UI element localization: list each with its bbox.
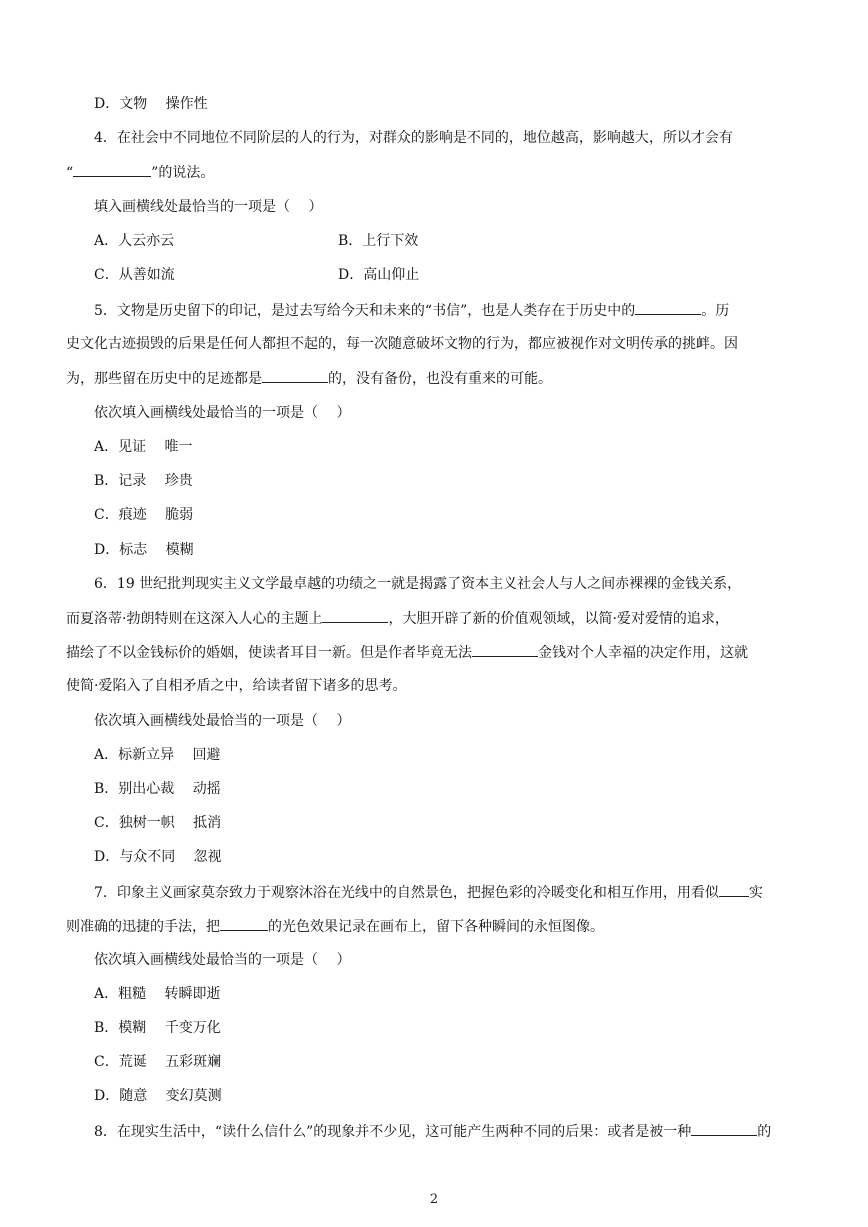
q6-text-2b: ，大胆开辟了新的价值观领域，以简·爱对爱情的追求， — [388, 611, 729, 627]
q5-option-b: B．记录 珍贵 — [94, 473, 193, 489]
q6-text-2a: 而夏洛蒂·勃朗特则在这深入人心的主题上 — [66, 611, 323, 627]
q3-option-d: D．文物 操作性 — [94, 96, 208, 112]
blank — [691, 1121, 757, 1136]
q4-prompt: 填入画横线处最恰当的一项是（ ） — [94, 199, 323, 215]
q5-option-c: C．痕迹 脆弱 — [94, 507, 194, 523]
q6-text-3a: 描绘了不以金钱标价的婚姻，使读者耳目一新。但是作者毕竟无法 — [66, 645, 472, 661]
q7-option-b: B．模糊 千变万化 — [94, 1020, 221, 1036]
q4-option-b: B．上行下效 — [338, 233, 419, 249]
q8-text-1a: 8．在现实生活中，“读什么信什么”的现象并不少见，这可能产生两种不同的后果：或者是被一种 — [94, 1124, 692, 1140]
q4-text-line1: 4．在社会中不同地位不同阶层的人的行为，对群众的影响是不同的，地位越高，影响越大，所以才会有 — [94, 130, 733, 146]
q5-text-line1 — [94, 300, 729, 321]
q5-text-1: 5．文物是历史留下的印记，是过去写给今天和未来的“书信”，也是人类存在于历史中的 — [94, 303, 636, 319]
q5-text-3a: 为，那些留在历史中的足迹都是 — [66, 371, 262, 387]
q7-prompt: 依次填入画横线处最恰当的一项是（ ） — [94, 952, 351, 968]
q5-option-a: A．见证 唯一 — [94, 439, 193, 455]
q5-option-d: D．标志 模糊 — [94, 542, 194, 558]
q8-text-line1 — [94, 1121, 771, 1142]
q7-text-1b: 实 — [748, 885, 763, 901]
q6-text-line4: 使简·爱陷入了自相矛盾之中，给读者留下诸多的思考。 — [66, 678, 407, 694]
q4-option-d: D．高山仰止 — [338, 267, 420, 283]
q4-quote-open: “ — [66, 165, 74, 181]
q4-option-c: C．从善如流 — [94, 267, 175, 283]
q7-text-2a: 则准确的迅捷的手法，把 — [66, 919, 220, 935]
q5-text-line3 — [66, 368, 552, 389]
q7-text-1a: 7．印象主义画家莫奈致力于观察沐浴在光线中的自然景色，把握色彩的冷暖变化和相互作用，用看似 — [94, 885, 719, 901]
blank — [322, 608, 388, 623]
blank — [635, 300, 701, 315]
q5-text-1-end: 。历 — [701, 303, 730, 319]
q7-text-2b: 的光色效果记录在画布上，留下各种瞬间的永恒图像。 — [268, 919, 604, 935]
q4-quote-close: ”的说法。 — [151, 165, 215, 181]
q6-text-3b: 金钱对个人幸福的决定作用，这就 — [538, 645, 748, 661]
blank — [262, 368, 328, 383]
q6-text-line3 — [66, 642, 748, 663]
q5-prompt: 依次填入画横线处最恰当的一项是（ ） — [94, 405, 351, 421]
blank — [719, 882, 749, 897]
blank — [472, 642, 538, 657]
q5-text-line2: 史文化古迹损毁的后果是任何人都担不起的，每一次随意破坏文物的行为，都应被视作对文明传承的挑衅。因 — [66, 336, 738, 352]
blank — [220, 916, 268, 931]
q8-text-1b: 的 — [757, 1124, 772, 1140]
q7-text-line1 — [94, 882, 763, 903]
q7-option-d: D．随意 变幻莫测 — [94, 1088, 222, 1104]
q4-option-a: A．人云亦云 — [94, 233, 175, 249]
q6-text-line2 — [66, 608, 729, 629]
blank — [73, 162, 151, 177]
q6-text-line1: 6．19 世纪批判现实主义文学最卓越的功绩之一就是揭露了资本主义社会人与人之间赤裸裸的金钱关系， — [94, 576, 742, 592]
q5-text-3b: 的，没有备份，也没有重来的可能。 — [328, 371, 552, 387]
q7-text-line2 — [66, 916, 604, 937]
q6-prompt: 依次填入画横线处最恰当的一项是（ ） — [94, 713, 351, 729]
q7-option-a: A．粗糙 转瞬即逝 — [94, 986, 221, 1002]
page-number: 2 — [429, 1192, 439, 1207]
q6-option-c: C．独树一帜 抵消 — [94, 815, 222, 831]
q6-option-b: B．别出心裁 动摇 — [94, 781, 221, 797]
q6-option-a: A．标新立异 回避 — [94, 747, 221, 763]
q4-text-line2 — [66, 162, 214, 183]
q6-option-d: D．与众不同 忽视 — [94, 849, 222, 865]
q7-option-c: C．荒诞 五彩斑斓 — [94, 1054, 222, 1070]
